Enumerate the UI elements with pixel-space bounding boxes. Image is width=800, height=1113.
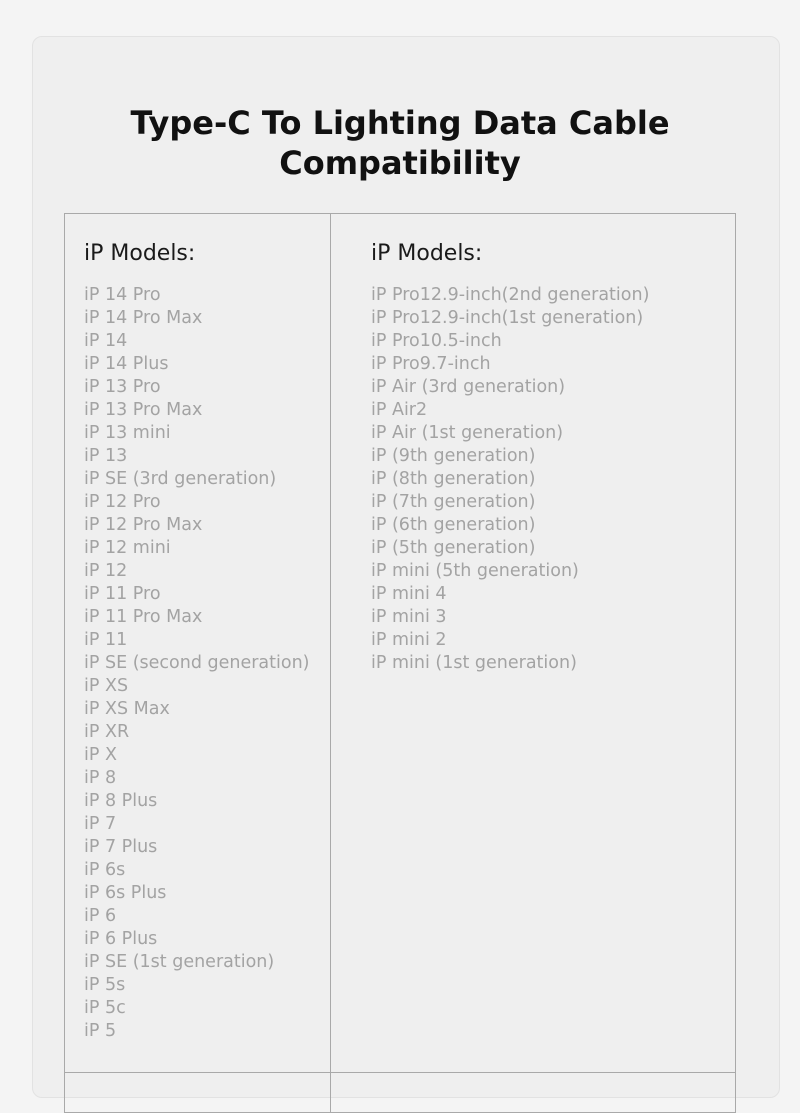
model-list-item: iP 5 bbox=[84, 1021, 117, 1041]
model-list-item: iP 13 mini bbox=[84, 423, 171, 443]
model-list-item: iP 13 Pro Max bbox=[84, 400, 203, 420]
model-list-item: iP 6s bbox=[84, 860, 126, 880]
model-list-item: iP 14 Pro Max bbox=[84, 308, 203, 328]
model-list-item: iP Air (3rd generation) bbox=[371, 377, 566, 397]
title-line-1: Type-C To Lighting Data Cable bbox=[130, 104, 670, 143]
model-list-item: iP 8 Plus bbox=[84, 791, 158, 811]
model-list-item: iP (7th generation) bbox=[371, 492, 536, 512]
model-list-item: iP 7 Plus bbox=[84, 837, 158, 857]
right-column bbox=[371, 240, 649, 675]
model-list-item: iP 11 bbox=[84, 630, 128, 650]
model-list-item: iP XR bbox=[84, 722, 130, 742]
model-list-item: iP 6s Plus bbox=[84, 883, 167, 903]
model-list-item: iP (8th generation) bbox=[371, 469, 536, 489]
model-list-item: iP 12 Pro bbox=[84, 492, 161, 512]
model-list-item: iP SE (1st generation) bbox=[84, 952, 275, 972]
model-list-item: iP Air2 bbox=[371, 400, 428, 420]
table-bottom-border bbox=[64, 1072, 736, 1073]
title-line-2: Compatibility bbox=[279, 144, 521, 183]
model-list-item: iP Pro12.9-inch(2nd generation) bbox=[371, 285, 650, 305]
model-list-item: iP XS bbox=[84, 676, 129, 696]
model-list-item: iP mini 3 bbox=[371, 607, 447, 627]
model-list-item: iP 7 bbox=[84, 814, 117, 834]
model-list-item: iP mini 2 bbox=[371, 630, 447, 650]
right-model-list bbox=[371, 284, 649, 675]
model-list-item: iP (6th generation) bbox=[371, 515, 536, 535]
model-list-item: iP 12 mini bbox=[84, 538, 171, 558]
model-list-item: iP Pro12.9-inch(1st generation) bbox=[371, 308, 644, 328]
model-list-item: iP mini (5th generation) bbox=[371, 561, 579, 581]
left-model-list bbox=[84, 284, 310, 1043]
model-list-item: iP 13 bbox=[84, 446, 128, 466]
model-list-item: iP 11 Pro bbox=[84, 584, 161, 604]
model-list-item: iP SE (second generation) bbox=[84, 653, 310, 673]
model-list-item: iP Air (1st generation) bbox=[371, 423, 564, 443]
model-list-item: iP 12 bbox=[84, 561, 128, 581]
page-title bbox=[0, 103, 800, 183]
model-list-item: iP (5th generation) bbox=[371, 538, 536, 558]
model-list-item: iP 11 Pro Max bbox=[84, 607, 203, 627]
right-column-heading: iP Models: bbox=[371, 241, 483, 266]
model-list-item: iP 8 bbox=[84, 768, 117, 788]
model-list-item: iP 14 Plus bbox=[84, 354, 169, 374]
model-list-item: iP X bbox=[84, 745, 117, 765]
model-list-item: iP (9th generation) bbox=[371, 446, 536, 466]
left-column bbox=[84, 240, 310, 1043]
left-column-heading: iP Models: bbox=[84, 241, 196, 266]
model-list-item: iP 6 Plus bbox=[84, 929, 158, 949]
model-list-item: iP mini (1st generation) bbox=[371, 653, 577, 673]
model-list-item: iP 5c bbox=[84, 998, 126, 1018]
model-list-item: iP SE (3rd generation) bbox=[84, 469, 277, 489]
model-list-item: iP 14 Pro bbox=[84, 285, 161, 305]
model-list-item: iP 6 bbox=[84, 906, 117, 926]
model-list-item: iP Pro9.7-inch bbox=[371, 354, 491, 374]
model-list-item: iP 14 bbox=[84, 331, 128, 351]
model-list-item: iP 13 Pro bbox=[84, 377, 161, 397]
model-list-item: iP mini 4 bbox=[371, 584, 447, 604]
column-divider bbox=[330, 213, 331, 1113]
model-list-item: iP XS Max bbox=[84, 699, 170, 719]
model-list-item: iP 5s bbox=[84, 975, 126, 995]
model-list-item: iP 12 Pro Max bbox=[84, 515, 203, 535]
model-list-item: iP Pro10.5-inch bbox=[371, 331, 502, 351]
